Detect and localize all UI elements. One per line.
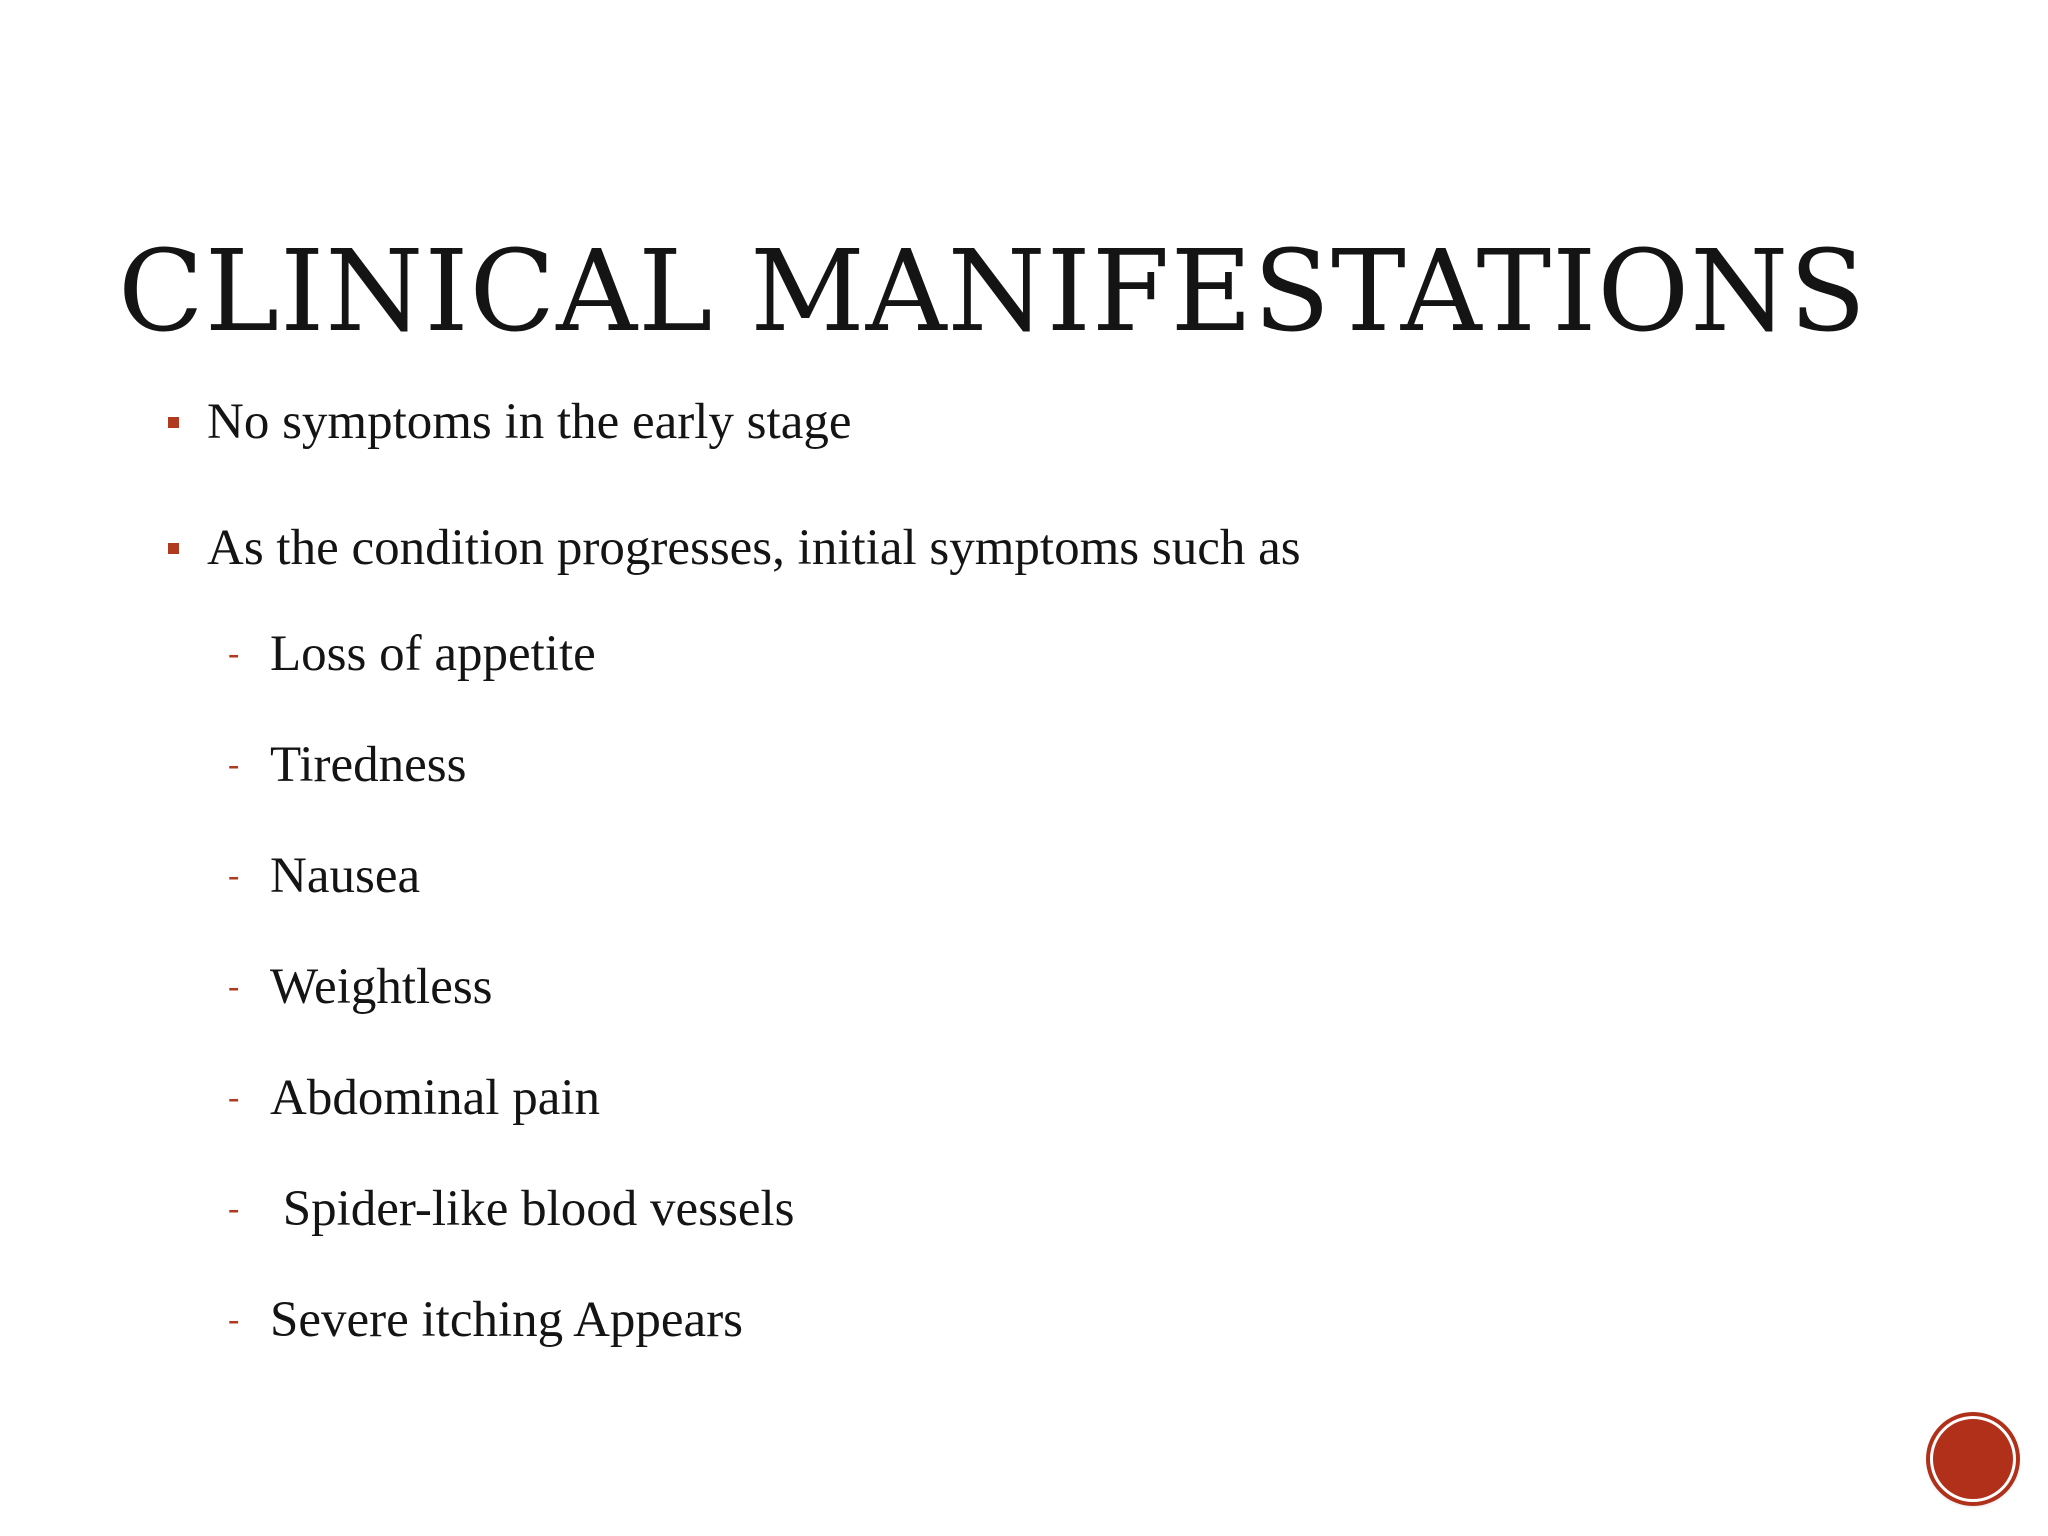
bullet-text: As the condition progresses, initial symptoms such as	[207, 520, 1301, 576]
sub-bullet-item	[228, 1177, 795, 1241]
sub-bullet-text: Spider-like blood vessels	[270, 1181, 795, 1237]
sub-bullet-item	[228, 622, 596, 686]
sub-bullet-text: Nausea	[270, 848, 421, 904]
sub-bullet-item	[228, 1288, 743, 1352]
dash-bullet-icon: -	[228, 635, 240, 672]
sub-bullet-item	[228, 1066, 600, 1130]
square-bullet-icon	[168, 543, 179, 554]
sub-bullet-text: Tiredness	[270, 737, 467, 793]
dash-bullet-icon: -	[228, 1301, 240, 1338]
dash-bullet-icon: -	[228, 968, 240, 1005]
bullet-item	[168, 516, 1301, 580]
sub-bullet-item	[228, 733, 466, 797]
slide-title: CLINICAL MANIFESTATIONS	[118, 227, 1867, 357]
bullet-item	[168, 390, 851, 454]
sub-bullet-item	[228, 844, 420, 908]
dash-bullet-icon: -	[228, 746, 240, 783]
sub-bullet-text: Loss of appetite	[270, 626, 596, 682]
sub-bullet-item	[228, 955, 493, 1019]
sub-bullet-text: Abdominal pain	[270, 1070, 601, 1126]
bullet-text: No symptoms in the early stage	[207, 394, 852, 450]
square-bullet-icon	[168, 417, 179, 428]
sub-bullet-text: Severe itching Appears	[270, 1292, 744, 1348]
dash-bullet-icon: -	[228, 1190, 240, 1227]
circle-nav-button[interactable]	[1930, 1416, 2016, 1502]
sub-bullet-text: Weightless	[270, 959, 493, 1015]
dash-bullet-icon: -	[228, 857, 240, 894]
dash-bullet-icon: -	[228, 1079, 240, 1116]
